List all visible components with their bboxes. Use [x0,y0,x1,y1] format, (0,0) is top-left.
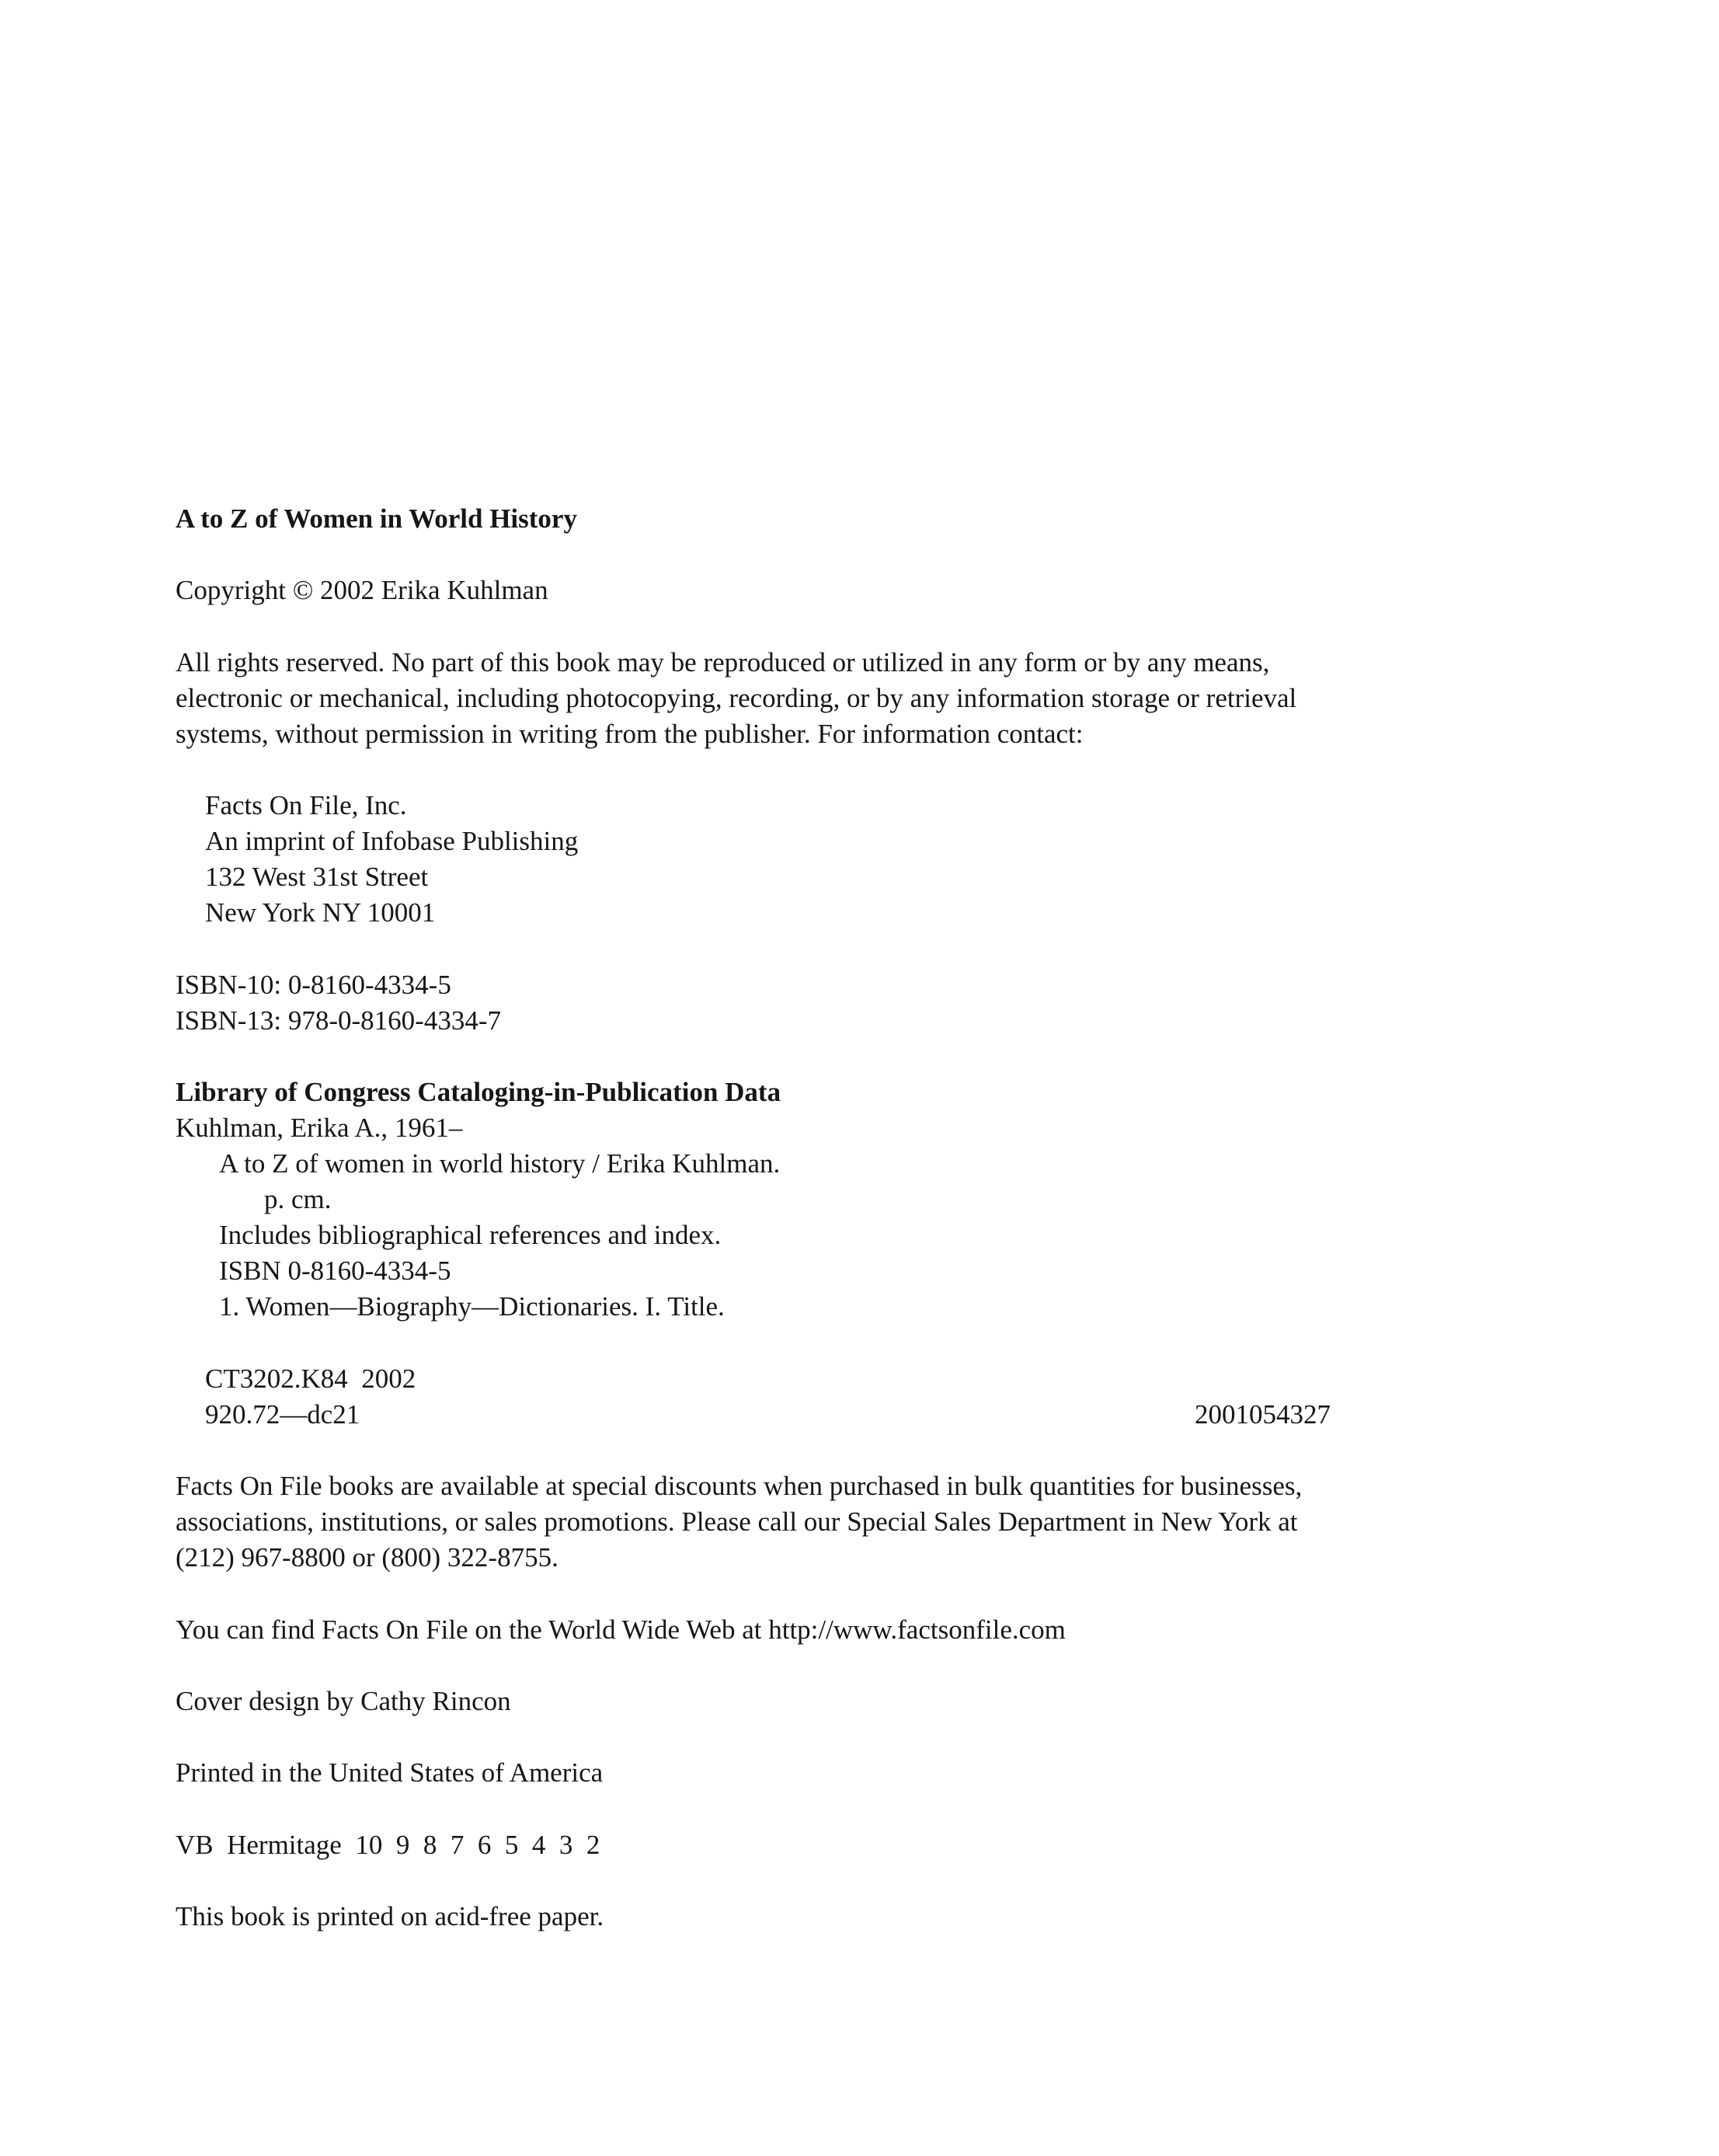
cip-author: Kuhlman, Erika A., 1961– [176,1113,463,1143]
sales-line: associations, institutions, or sales promotions. Please call our Special Sales Department in New York at [176,1506,1298,1537]
rights-line: All rights reserved. No part of this book may be reproduced or utilized in any form or by any means, [176,647,1270,677]
cip-heading: Library of Congress Cataloging-in-Publication Data [176,1077,781,1107]
rights-line: systems, without permission in writing from the publisher. For information contact: [176,719,1084,749]
cip-pages: p. cm. [264,1184,332,1214]
cip-includes: Includes bibliographical references and index. [219,1220,722,1250]
cip-dewey: 920.72—dc21 [205,1399,360,1430]
web-line: You can find Facts On File on the World Wide Web at http://www.factsonfile.com [176,1614,1066,1645]
printing-line: VB Hermitage 10 9 8 7 6 5 4 3 2 [176,1830,600,1860]
printed-in: Printed in the United States of America [176,1757,604,1788]
cip-isbn: ISBN 0-8160-4334-5 [219,1256,451,1286]
rights-line: electronic or mechanical, including photocopying, recording, or by any information storage or retrieval [176,683,1297,713]
sales-line: Facts On File books are available at special discounts when purchased in bulk quantities for businesses, [176,1471,1303,1501]
sales-line: (212) 967-8800 or (800) 322-8755. [176,1542,559,1573]
isbn-10: ISBN-10: 0-8160-4334-5 [176,970,451,1000]
publisher-imprint: An imprint of Infobase Publishing [205,826,579,856]
copyright-line: Copyright © 2002 Erika Kuhlman [176,575,548,605]
cip-title: A to Z of women in world history / Erika Kuhlman. [219,1148,781,1179]
cip-call-number: CT3202.K84 2002 [205,1364,416,1394]
publisher-street: 132 West 31st Street [205,862,429,892]
publisher-name: Facts On File, Inc. [205,790,407,820]
publisher-city: New York NY 10001 [205,897,436,928]
cip-lccn: 2001054327 [1195,1399,1331,1430]
book-title: A to Z of Women in World History [176,503,577,534]
isbn-13: ISBN-13: 978-0-8160-4334-7 [176,1005,501,1036]
cover-credit: Cover design by Cathy Rincon [176,1686,511,1716]
paper-note: This book is printed on acid-free paper. [176,1901,604,1931]
cip-subjects: 1. Women—Biography—Dictionaries. I. Title. [219,1291,725,1322]
